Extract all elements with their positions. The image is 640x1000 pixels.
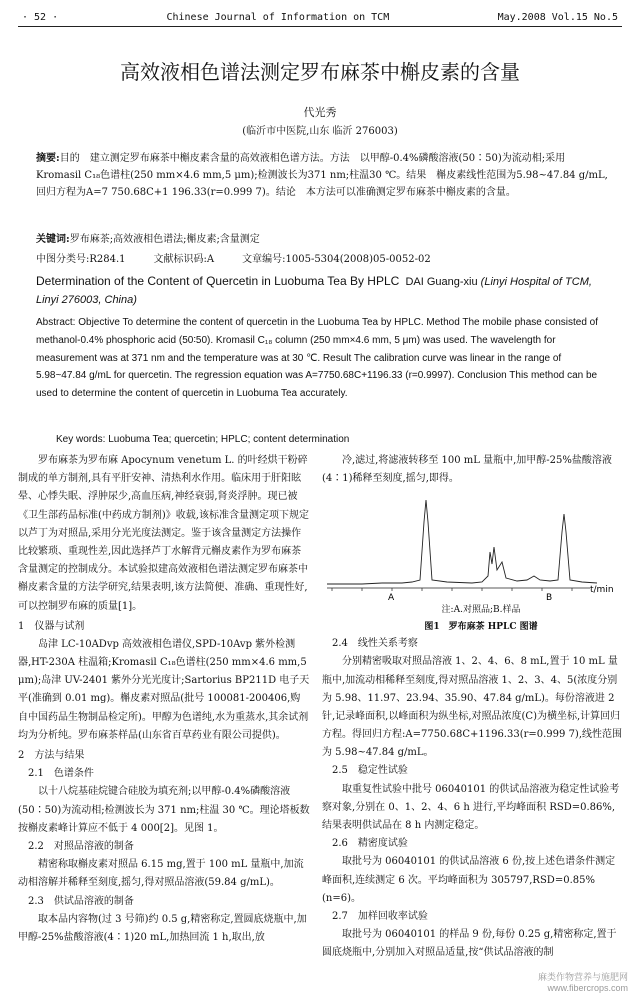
english-abstract: Abstract: Objective To determine the content of quercetin in the Luobuma Tea by HPLC. Method The mobile phase consisted of methanol-0.4% phosphoric acid (50∶50). Kromasil C₁₈ column (250 mm×4.6 mm, 5 μm) was used. The wavelength for measurement was at 371 nm and the temperature was at 30 ℃. Result The calibration curve was linear in the range of 5.98~47.84 g/mL for quercetin. The regression equation was A=7750.68C+1196.33 (r=0.9997). Conclusion This method can be used to determine the content of quercetin in Luobuma Tea accurately.	[36, 317, 598, 400]
paragraph: 取批号为 06040101 的供试品溶液 6 份,按上述色谱条件测定峰面积,连续测定 6 次。平均峰面积为 305797,RSD=0.85%(n=6)。	[322, 856, 616, 904]
doc-code: 文献标识码:A	[153, 254, 215, 265]
article-number: 文章编号:1005-5304(2008)05-0052-02	[242, 254, 431, 265]
page-number: · 52 ·	[22, 12, 59, 23]
author: 代光秀	[303, 106, 337, 119]
abstract-cn	[36, 150, 608, 201]
subsection-heading: 2.2 对照品溶液的制备	[28, 840, 134, 852]
section-heading: 2 方法与结果	[18, 750, 85, 761]
english-title-block	[36, 272, 612, 309]
english-author: DAI Guang-xiu	[405, 276, 478, 288]
subsection-heading: 2.3 供试品溶液的制备	[28, 895, 134, 907]
chromatogram-trace-a	[327, 500, 472, 584]
english-title: Determination of the Content of Quercetin in Luobuma Tea By HPLC	[36, 274, 400, 288]
paragraph: 取批号为 06040101 的样品 9 份,每份 0.25 g,精密称定,置于圆底烧瓶中,分别加入对照品适量,按“供试品溶液的制	[322, 929, 617, 959]
paragraph: 取本品内容物(过 3 号筛)约 0.5 g,精密称定,置圆底烧瓶中,加甲醇-25%盐酸溶液(4∶1)20 mL,加热回流 1 h,取出,放	[18, 913, 307, 943]
article-title: 高效液相色谱法测定罗布麻茶中槲皮素的含量	[120, 60, 520, 84]
subsection-heading: 2.4 线性关系考察	[332, 638, 418, 650]
keywords-cn	[36, 232, 608, 248]
keywords-label: 关键词:	[36, 234, 70, 245]
chromatogram-trace-b	[472, 514, 597, 583]
section-heading: 1 仪器与试剂	[18, 620, 85, 632]
paragraph: 岛津 LC-10ADvp 高效液相色谱仪,SPD-10Avp 紫外检测器,HT-230A 柱温箱;Kromasil C₁₈色谱柱(250 mm×4.6 mm,5 μm);岛津 UV-2401 紫外分光光度计;Sartorius BP211D 电子天平(准确到 0.01 mg)。槲皮素对照品(批号 100081-200406,购自中国药品生物制品检定所)。甲醇为色谱纯,水为重蒸水,其余试剂均为分析纯。罗布麻茶样品(山东省百草药业有限公司提供)。	[18, 638, 310, 741]
classification	[36, 252, 608, 268]
subsection-heading: 2.6 精密度试验	[332, 838, 408, 850]
journal-name: Chinese Journal of Information on TCM	[166, 12, 390, 23]
english-affiliation: (Linyi Hospital of TCM, Linyi 276003, China)	[36, 276, 592, 306]
watermark-line1: 麻类作物营养与施肥网	[537, 972, 628, 983]
x-axis-unit: t/min	[590, 585, 614, 596]
left-column	[18, 452, 310, 947]
watermark-line2: www.fibercrops.com	[547, 983, 628, 994]
paragraph: 精密称取槲皮素对照品 6.15 mg,置于 100 mL 量瓶中,加流动相溶解并稀释至刻度,摇匀,得对照品溶液(59.84 g/mL)。	[18, 859, 304, 889]
watermark	[538, 972, 628, 994]
figure-title: 图1 罗布麻茶 HPLC 图谱	[424, 621, 538, 632]
affiliation: (临沂市中医院,山东 临沂 276003)	[242, 126, 398, 137]
paragraph: 以十八烷基硅烷键合硅胶为填充剂;以甲醇-0.4%磷酸溶液(50∶50)为流动相;检测波长为 371 nm;柱温 30 ℃。理论塔板数按槲皮素峰计算应不低于 4 000[2]。见图 1。	[18, 786, 310, 834]
paragraph: 分别精密吸取对照品溶液 1、2、4、6、8 mL,置于 10 mL 量瓶中,加流动相稀释至刻度,得对照品溶液 1、2、3、4、5(浓度分别为 5.98、11.97、23.94、35.90、47.84 g/mL)。每份溶液进 2 针,记录峰面积,以峰面积为纵坐标,对照品浓度(C)为横坐标,计算回归方程。得回归方程:A=7750.68C+1196.33(r=0.999 7),线性范围为 5.98~47.84 g/mL。	[322, 656, 623, 759]
x-axis-ticks	[332, 588, 572, 591]
paragraph: 取重复性试验中批号 06040101 的供试品溶液为稳定性试验考察对象,分别在 0、1、2、4、6 h 进行,平均峰面积 RSD=0.86%,结果表明供试品在 8 h 内测定稳定。	[322, 783, 620, 831]
issue-info: May.2008 Vol.15 No.5	[497, 12, 618, 23]
running-header	[22, 10, 618, 26]
keywords-text: 罗布麻茶;高效液相色谱法;槲皮素;含量测定	[69, 234, 260, 245]
hplc-chromatogram-figure	[322, 492, 622, 602]
subsection-heading: 2.1 色谱条件	[28, 768, 94, 780]
clc-number: 中图分类号:R284.1	[36, 254, 126, 265]
intro-paragraph: 罗布麻茶为罗布麻 Apocynum venetum L. 的叶经烘干粉碎制成的单方制剂,具有平肝安神、清热利水作用。临床用于肝阳眩晕、心悸失眠、浮肿尿少,高血压病,神经衰弱,肾炎浮肿。现已被《卫生部药品标准(中药成方制剂)》收载,该标准含量测定项下规定以芦丁为对照品,采用分光光度法测定。鉴于该含量测定方法操作比较繁琐、重现性差,因此选择芦丁水解背元槲皮素作为罗布麻茶含量测定的控制成分。本试验拟建高效液相色谱法测定罗布麻茶中槲皮素含量的方法学研究,结果表明,该方法简便、准确、重现性好,可以控制罗布麻的质量[1]。	[18, 455, 309, 612]
right-column	[322, 452, 622, 963]
abstract-text: 目的 建立测定罗布麻茶中槲皮素含量的高效液相色谱方法。方法 以甲醇-0.4%磷酸溶液(50∶50)为流动相;采用Kromasil C₁₈色谱柱(250 mm×4.6 mm,5 μm);检测波长为371 nm;柱温30 ℃。结果 槲皮素线性范围为5.98~47.84 g/mL,回归方程为A=7 750.68C+1 196.33(r=0.999 7)。结论 本方法可以准确测定罗布麻茶中槲皮素的含量。	[36, 153, 608, 198]
abstract-label: 摘要:	[36, 153, 60, 164]
english-keywords: Key words: Luobuma Tea; quercetin; HPLC; content determination	[56, 434, 350, 445]
header-rule	[18, 26, 622, 27]
trace-a-label: A	[388, 593, 395, 603]
chromatogram-svg	[322, 492, 622, 602]
subsection-heading: 2.5 稳定性试验	[332, 765, 408, 777]
subsection-heading: 2.7 加样回收率试验	[332, 910, 428, 922]
trace-b-label: B	[546, 593, 553, 603]
figure-note: 注:A.对照品;B.样品	[441, 605, 521, 616]
paragraph: 冷,滤过,将滤液转移至 100 mL 量瓶中,加甲醇-25%盐酸溶液(4∶1)稀释至刻度,摇匀,即得。	[322, 455, 612, 485]
